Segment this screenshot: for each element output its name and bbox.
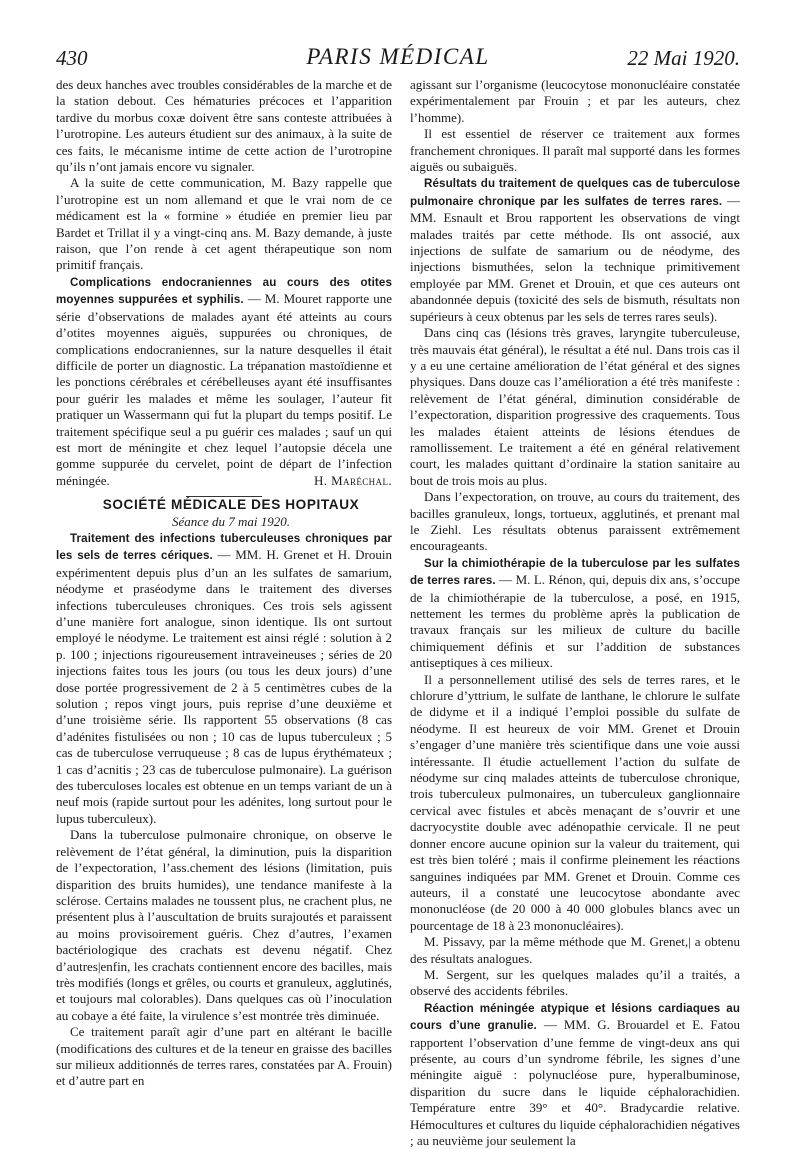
article-heading: Résultats du traitement de quelques cas de tuberculose pulmonaire chronique par les sulfates de terres rares. — [410, 177, 740, 208]
section-title: SOCIÉTÉ MÉDICALE DES HOPITAUX — [102, 497, 360, 513]
journal-title: PARIS MÉDICAL — [306, 44, 490, 69]
paragraph: M. Sergent, sur les quelques malades qu’il a traités, a observé des accidents fébriles. — [410, 966, 740, 999]
article-body: — MM. G. Brouardel et E. Fatou rapportent l’observation d’une femme de vingt-deux ans qui présente, au cours d’un syndrome fébrile, les signes d’une méningite aiguë : polynucléose pure, hyperalbuminose, disparition du sucre dans le liquide céphalorachidien. Température entre 39° et 40°. Bradycardie relative. Hémocultures et cultures du liquide céphalorachidien négatives ; au neuvième jour seulement la — [410, 1017, 740, 1148]
paragraph — [56, 274, 392, 489]
signature: H. Maréchal. — [314, 472, 392, 488]
article-heading: Réaction méningée atypique et lésions cardiaques au cours d’une granulie. — [410, 1001, 740, 1033]
article-heading: Complications endocraniennes au cours des otites moyennes suppurées et syphilis. — [56, 275, 392, 307]
paragraph: Il est essentiel de réserver ce traitement aux formes franchement chroniques. Il paraît mal supporté dans les formes aiguës ou subaiguës. — [410, 126, 740, 175]
paragraph: Dans cinq cas (lésions très graves, laryngite tuberculeuse, très mauvais état général), le résultat a été nul. Dans trois cas il y a eu une certaine amélioration de l’état général et des signes physiques. Dans douze cas l’amélioration a été très manifeste : relèvement de l’état général, diminution considérable de l’expectoration, disparition progressive des craquements. Tous les malades étaient atteints de lésions étendues de ramollissement. Le traitement a été en général relativement court, les malades quittant d’ordinaire la station sanitaire au bout de trois mois au plus. — [410, 325, 740, 488]
issue-date: 22 Mai 1920. — [627, 46, 740, 70]
paragraph: Il a personnellement utilisé des sels de terres rares, et le chlorure d’yttrium, le sulfate de lanthane, le chlorure le sulfate de didyme et il a indiqué l’emploi possible du sulfate de néodyme. Il est heureux de voir MM. Grenet et Drouin s’engager d’une manière très scientifique dans une voie aussi intéressante. Il étudie actuellement l’action du sulfate de néodyme sur cinq malades atteints de tuberculose chronique, trois tuberculeux pulmonaires, un tuberculeux ganglionnaire cervical avec fistules et abcès menaçant de s’ouvrir et une dacryocystite double avec adénopathie cervicale. Il ne peut donner encore aucune opinion sur la valeur du traitement, qui est très bien toléré ; mais il confirme pleinement les réactions sanguines indiquées par MM. Grenet et Drouin. Comme ces auteurs, il a constaté une leucocytose abondante avec mononucléose (de 20 000 à 40 000 globules blancs avec un pourcentage de 18 à 23 mononucléaires). — [410, 671, 740, 933]
paragraph: Dans l’expectoration, on trouve, au cours du traitement, des bacilles granuleux, longs, tortueux, agglutinés, et prenant mal le Ziehl. Les résultats obtenus paraissent extrêmement encourageants. — [410, 489, 740, 554]
paragraph: M. Pissavy, par la même méthode que M. Grenet,| a obtenu des résultats analogues. — [410, 934, 740, 966]
article-heading: Sur la chimiothérapie de la tuberculose par les sulfates de terres rares. — [410, 556, 740, 588]
page-number: 430 — [56, 46, 88, 70]
paragraph: des deux hanches avec troubles considérables de la marche et de la station debout. Ces hématuries précoces et l’apparition tardive du morbus coxæ doivent être sans conteste attribuées à l’urotropine. Les auteurs étudient sur des animaux, à la suite de ces faits, le mécanisme intime de cette action de l’urotropine qu’ils n’ont jamais encore vu signaler. — [56, 77, 392, 175]
paragraph: agissant sur l’organisme (leucocytose mononucléaire constatée expérimentalement par Frouin ; et par les auteurs, chez l’homme). — [410, 77, 740, 125]
article-body: — M. L. Rénon, qui, depuis dix ans, s’occupe de la chimiothérapie de la tuberculose, a posé, en 1915, nettement les termes du problème après la publication de travaux français sur les milieux de culture du bacille chimiquement définis et sur l’addition de substances antiseptiques à ces milieux. — [410, 572, 740, 671]
paragraph: Dans la tuberculose pulmonaire chronique, on observe le relèvement de l’état général, la diminution, puis la disparition de l’expectoration, l’ass.chement des lésions (limitation, puis disparition des bruits humides), une tendance manifeste à la sclérose. Certains malades ne toussent plus, ne crachent plus, ne présentent plus à l’auscultation de bruits surajoutés et paraissent au moins provisoirement guéris. Chez d’autres, l’examen bactériologique des crachats est devenu négatif. Chez d’autres|enfin, les crachats contiennent encore des bacilles, mais très modifiés (longs et grêles, ou courts et granuleux, agglutinés, et toujours mal colorables). Dans quelques cas où l’inoculation au cobaye a été faite, la virulence s’est montrée très diminuée. — [56, 827, 392, 1023]
session-date: Séance du 7 mai 1920. — [171, 513, 291, 529]
article-body: — M. Mouret rapporte une série d’observations de malades ayant été atteints au cours d’otites moyennes aiguës, suppurées ou chroniques, de complications endocraniennes, sur la nature desquelles il était difficile de porter un diagnostic. La trépanation mastoïdienne et les ponctions cérébrales et cérébelleuses ayant été insuffisantes pour guérir les malades et même les soulager, l’auteur fit pratiquer un Wassermann qui fut la plupart du temps positif. Le traitement spécifique seul a pu guérir ces malades ; sauf un qui est mort de méningite et chez lequel l’autopsie décela une gomme suppurée du cervelet, point de départ de l’infection méningée. — [56, 291, 392, 488]
article-heading: Traitement des infections tuberculeuses chroniques par les sels de terres cériques. — [56, 531, 392, 563]
paragraph: Ce traitement paraît agir d’une part en altérant le bacille (modifications des cultures et de la teneur en graisse des bacilles sur milieux additionnés de terres rares, constatées par A. Frouin) et d’autre part en — [56, 1024, 392, 1089]
article-body: — MM. H. Grenet et H. Drouin expérimentent depuis plus d’un an les sulfates de samarium, néodyme et praséodyme dans le traitement des diverses infections tuberculeuses chroniques. Ces trois sels agissent d’une manière fort analogue, sinon identique. Ils ont surtout employé le néodyme. Le traitement est ainsi réglé : solution à 2 p. 100 ; injections rigoureusement intraveineuses ; séries de 20 injections faites tous les jours (ou tous les deux jours) d’une dose portée progressivement de 2 à 5 centimètres cubes de la solution ; repos vingt jours, puis reprise d’une deuxième et d’une troisième série. Ils rapportent 55 observations (8 cas d’adénites fistulisées ou non ; 10 cas de lupus tuberculeux ; 5 cas de tuberculose verruqueuse ; 8 cas de lupus érythémateux ; 1 cas d’acnitis ; 23 cas de tuberculose pulmonaire). La guérison des tuberculoses locales est obtenue en un temps variant de un à neuf mois (rapide surtout pour les adénites, long surtout pour le lupus tuberculeux). — [56, 547, 392, 826]
paragraph — [410, 175, 740, 325]
paragraph: A la suite de cette communication, M. Bazy rappelle que l’urotropine est un nom allemand et que le vrai nom de ce médicament est la « formine » étudiée en premier lieu par Bardet et Trillat il y a vingt-cinq ans. M. Bazy demande, à juste raison, que l’on rende à cet agent thérapeutique son nom primitif français. — [56, 175, 392, 273]
left-column — [56, 77, 392, 1090]
paragraph — [410, 1000, 740, 1149]
right-column — [410, 77, 740, 1149]
paragraph — [410, 555, 740, 672]
page-header — [56, 44, 740, 78]
article-body: — MM. Esnault et Brou rapportent les observations de vingt malades traités par cette méthode. Ils ont associé, aux injections de sulfate de samarium ou de néodyme, des injections bismuthées, selon la technique primitivement employée par MM. Grenet et Drouin, et que ces auteurs ont abandonnée depuis (toxicité des sels de bismuth, résultats non supérieurs à ceux obtenus par les sels de terres rares seuls). — [410, 192, 741, 324]
paragraph — [56, 530, 392, 827]
